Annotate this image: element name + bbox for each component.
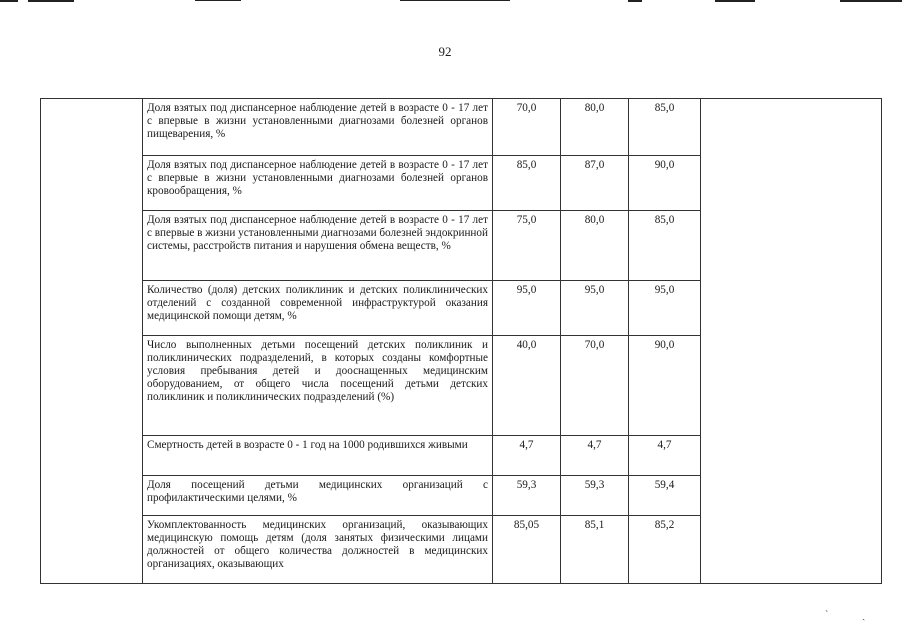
value-cell: 90,0 <box>629 336 701 436</box>
value-cell: 95,0 <box>493 281 561 336</box>
indicator-description: Доля взятых под диспансерное наблюдение детей в возрасте 0 - 17 лет с впервые в жизни установленными диагнозами болезней органов пищеварения, % <box>143 99 493 156</box>
value-cell: 4,7 <box>493 436 561 476</box>
value-cell: 95,0 <box>629 281 701 336</box>
indicator-description: Число выполненных детьми посещений детских поликлиник и поликлинических подразделений, в которых созданы комфортные условия пребывания детей и дооснащенных медицинским оборудованием, от общего числа посещений детьми детских поликлиник и поликлинических подразделений (%) <box>143 336 493 436</box>
scan-speck: ˏ <box>862 610 866 621</box>
value-cell: 59,3 <box>561 476 629 516</box>
scan-speck: ˋ <box>825 610 829 621</box>
indicator-description: Доля взятых под диспансерное наблюдение детей в возрасте 0 - 17 лет с впервые в жизни установленными диагнозами болезней органов кровообращения, % <box>143 156 493 211</box>
value-cell: 90,0 <box>629 156 701 211</box>
value-cell: 59,3 <box>493 476 561 516</box>
indicator-table <box>40 98 882 584</box>
right-empty-column <box>701 99 882 584</box>
value-cell: 75,0 <box>493 211 561 281</box>
scan-edge-line <box>28 0 74 2</box>
value-cell: 85,2 <box>629 516 701 584</box>
value-cell: 85,0 <box>629 211 701 281</box>
scan-edge-line <box>840 0 902 2</box>
value-cell: 85,05 <box>493 516 561 584</box>
value-cell: 87,0 <box>561 156 629 211</box>
scan-edge-line <box>195 0 241 1</box>
value-cell: 85,0 <box>493 156 561 211</box>
value-cell: 95,0 <box>561 281 629 336</box>
scan-edge-line <box>0 0 18 2</box>
value-cell: 4,7 <box>561 436 629 476</box>
value-cell: 70,0 <box>493 99 561 156</box>
value-cell: 80,0 <box>561 211 629 281</box>
scan-edge-line <box>628 0 642 2</box>
value-cell: 80,0 <box>561 99 629 156</box>
indicator-description: Смертность детей в возрасте 0 - 1 год на 1000 родившихся живыми <box>143 436 493 476</box>
value-cell: 4,7 <box>629 436 701 476</box>
table-body <box>41 99 882 584</box>
value-cell: 70,0 <box>561 336 629 436</box>
indicator-description: Количество (доля) детских поликлиник и детских поликлинических отделений с созданной современной инфраструктурой оказания медицинской помощи детям, % <box>143 281 493 336</box>
left-empty-column <box>41 99 143 584</box>
value-cell: 85,1 <box>561 516 629 584</box>
value-cell: 59,4 <box>629 476 701 516</box>
scan-edge-line <box>715 0 755 2</box>
scan-edge-line <box>400 0 510 1</box>
value-cell: 85,0 <box>629 99 701 156</box>
indicator-description: Доля взятых под диспансерное наблюдение детей в возрасте 0 - 17 лет с впервые в жизни установленными диагнозами болезней эндокринной системы, расстройств питания и нарушения обмена веществ, % <box>143 211 493 281</box>
indicator-description: Доля посещений детьми медицинских организаций с профилактическими целями, % <box>143 476 493 516</box>
value-cell: 40,0 <box>493 336 561 436</box>
indicator-description: Укомплектованность медицинских организаций, оказывающих медицинскую помощь детям (доля занятых физическими лицами должностей от общего количества должностей в медицинских организациях, оказывающих <box>143 516 493 584</box>
page-number: 92 <box>438 44 452 59</box>
table-row <box>41 99 882 156</box>
